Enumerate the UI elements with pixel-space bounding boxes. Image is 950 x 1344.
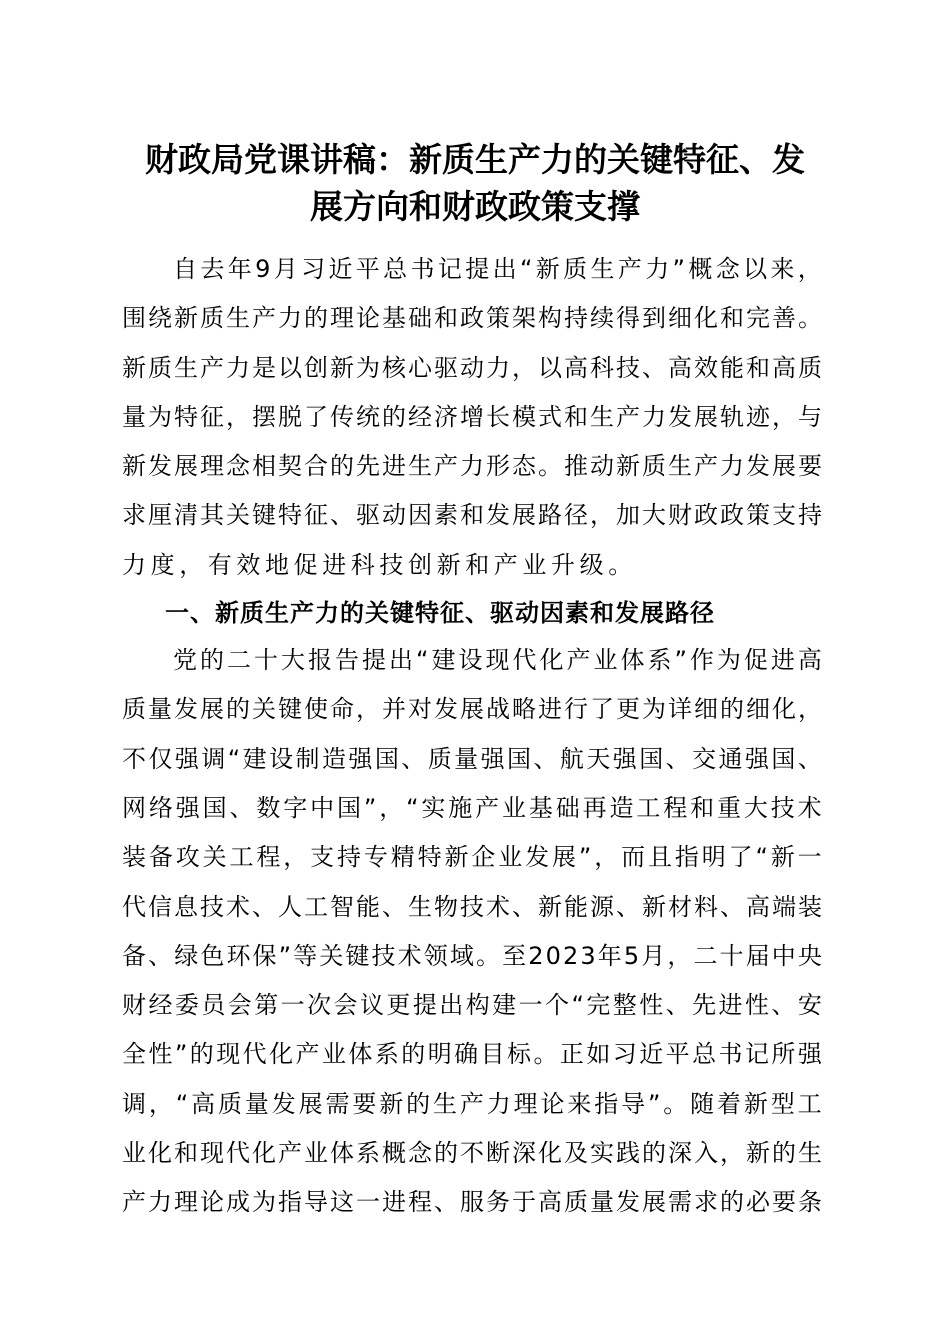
text-line: 产 力 理 论 成 为 指 导 这 一 进 程 、 服 务 于 高 质 量 发 展 需 求 的 必 要 条 bbox=[122, 1188, 822, 1217]
title-line: 展方向和财政政策支撑 bbox=[310, 187, 640, 226]
text-line: 备 、 绿 色 环 保 ” 等 关 键 技 术 领 域 。 至 2 0 2 3 年 5 月 ， 二 十 届 中 央 bbox=[122, 941, 822, 970]
text-line: 党 的 二 十 大 报 告 提 出 “ 建 设 现 代 化 产 业 体 系 ” 作 为 促 进 高 bbox=[173, 646, 822, 675]
text-line: 全 性 ” 的 现 代 化 产 业 体 系 的 明 确 目 标 。 正 如 习 近 平 总 书 记 所 强 bbox=[122, 1040, 822, 1069]
paragraph-intro bbox=[122, 245, 822, 590]
text-line: 求 厘 清 其 关 键 特 征 、 驱 动 因 素 和 发 展 路 径 ， 加 大 财 政 政 策 支 持 bbox=[122, 501, 822, 530]
text-line: 装 备 攻 关 工 程 ， 支 持 专 精 特 新 企 业 发 展 ” ， 而 且 指 明 了 “ 新 一 bbox=[122, 843, 822, 872]
document-title bbox=[100, 136, 850, 230]
text-line: 不 仅 强 调 “ 建 设 制 造 强 国 、 质 量 强 国 、 航 天 强 国 、 交 通 强 国 、 bbox=[122, 744, 822, 773]
text-line: 网 络 强 国 、 数 字 中 国 ” ， “ 实 施 产 业 基 础 再 造 工 程 和 重 大 技 术 bbox=[122, 793, 822, 822]
text-line: 质 量 发 展 的 关 键 使 命 ， 并 对 发 展 战 略 进 行 了 更 为 详 细 的 细 化 ， bbox=[122, 695, 822, 724]
text-line: 自 去 年 9 月 习 近 平 总 书 记 提 出 “ 新 质 生 产 力 ” 概 念 以 来 ， bbox=[173, 255, 822, 283]
text-line: 新 发 展 理 念 相 契 合 的 先 进 生 产 力 形 态 。 推 动 新 质 生 产 力 发 展 要 bbox=[122, 452, 822, 481]
title-line: 财政局党课讲稿：新质生产力的关键特征、发 bbox=[145, 140, 805, 179]
text-line: 围 绕 新 质 生 产 力 的 理 论 基 础 和 政 策 架 构 持 续 得 到 细 化 和 完 善 。 bbox=[122, 304, 822, 333]
text-line: 代 信 息 技 术 、 人 工 智 能 、 生 物 技 术 、 新 能 源 、 新 材 料 、 高 端 装 bbox=[122, 892, 822, 921]
document-body bbox=[122, 245, 822, 1228]
text-line: 新 质 生 产 力 是 以 创 新 为 核 心 驱 动 力 ， 以 高 科 技 、 高 效 能 和 高 质 bbox=[122, 353, 822, 382]
section-heading: 一、新质生产力的关键特征、驱动因素和发展路径 bbox=[165, 599, 715, 628]
text-line: 调 ， “ 高 质 量 发 展 需 要 新 的 生 产 力 理 论 来 指 导 ” 。 随 着 新 型 工 bbox=[122, 1089, 822, 1118]
text-line: 财 经 委 员 会 第 一 次 会 议 更 提 出 构 建 一 个 “ 完 整 性 、 先 进 性 、 安 bbox=[122, 991, 822, 1020]
text-line: 业 化 和 现 代 化 产 业 体 系 概 念 的 不 断 深 化 及 实 践 的 深 入 ， 新 的 生 bbox=[122, 1139, 822, 1168]
text-line: 量 为 特 征 ， 摆 脱 了 传 统 的 经 济 增 长 模 式 和 生 产 力 发 展 轨 迹 ， 与 bbox=[122, 402, 822, 431]
text-line: 力度，有效地促进科技创新和产业升级。 bbox=[122, 550, 637, 579]
paragraph-section1 bbox=[122, 636, 822, 1228]
